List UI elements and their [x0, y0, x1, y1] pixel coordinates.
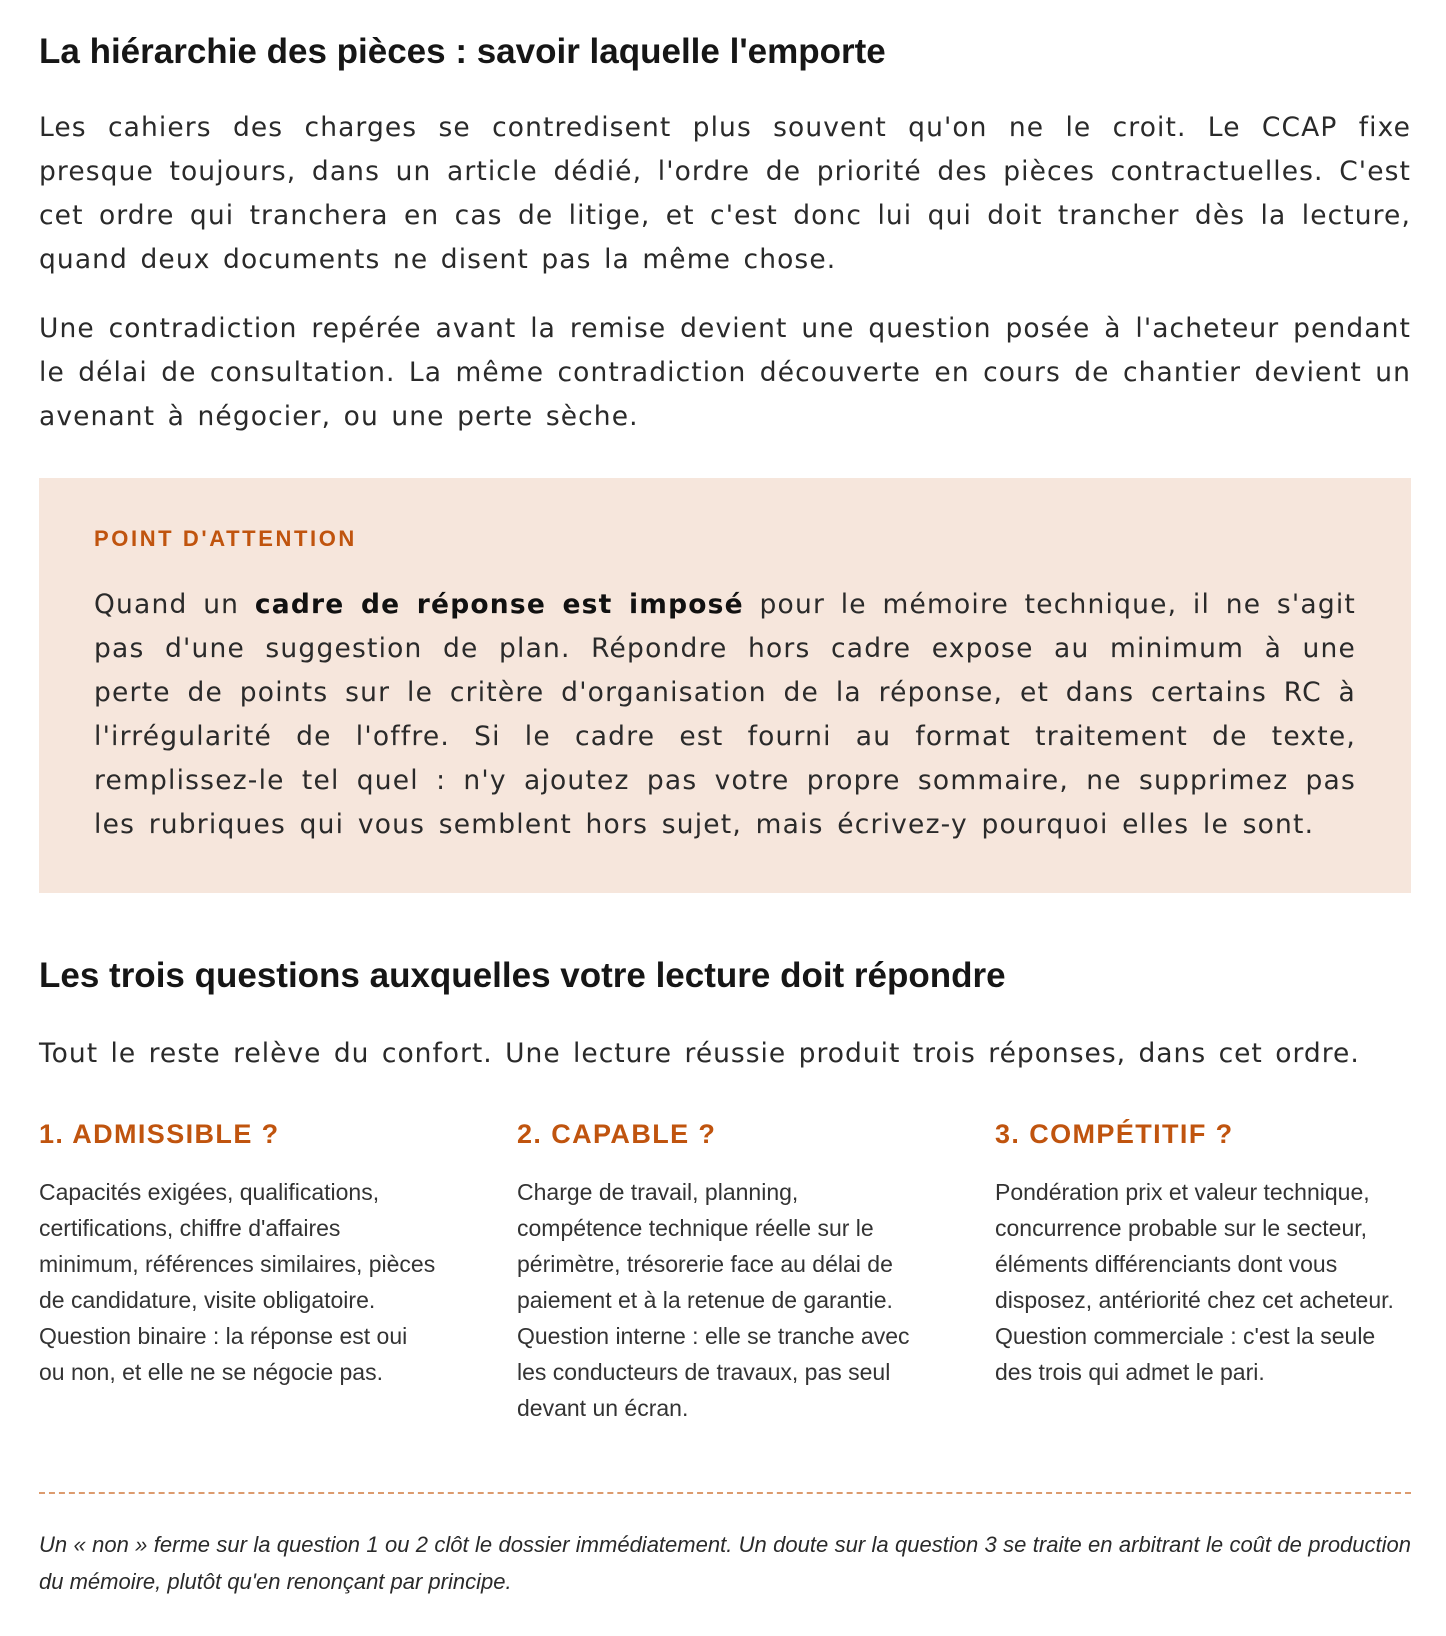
- callout-body-emphasis: cadre de réponse est imposé: [254, 589, 744, 620]
- question-column-competitif: [995, 1116, 1395, 1390]
- section-title-three-questions: Les trois questions auxquelles votre lecture doit répondre: [39, 956, 1006, 995]
- question-column-capable: [517, 1116, 917, 1426]
- question-text: Pondération prix et valeur technique, concurrence probable sur le secteur, éléments différenciants dont vous disposez, antériorité chez cet acheteur. Question commerciale : c'est la seule des trois qui admet le pari.: [995, 1179, 1394, 1385]
- dashed-divider: [39, 1492, 1411, 1494]
- question-text: Capacités exigées, qualifications, certifications, chiffre d'affaires minimum, références similaires, pièces de candidature, visite obligatoire. Question binaire : la réponse est oui ou non, et elle ne se négocie pas.: [39, 1179, 436, 1385]
- question-text: Charge de travail, planning, compétence technique réelle sur le périmètre, trésorerie face au délai de paiement et à la retenue de garantie. Question interne : elle se tranche avec les conducteurs de travaux, pas seul devant un écran.: [517, 1179, 910, 1421]
- closing-note: Un « non » ferme sur la question 1 ou 2 clôt le dossier immédiatement. Un doute sur la question 3 se traite en arbitrant le coût de production du mémoire, plutôt qu'en renonçant par principe.: [39, 1532, 1411, 1594]
- question-title: 1. ADMISSIBLE ?: [39, 1119, 280, 1149]
- callout-title: POINT D'ATTENTION: [94, 526, 357, 551]
- callout-body-end: pour le mémoire technique, il ne s'agit pas d'une suggestion de plan. Répondre hors cadre expose au minimum à une perte de points sur le critère d'organisation de la réponse, et dans certains RC à l'irrégularité de l'offre. Si le cadre est fourni au format traitement de texte, remplissez-le tel quel : n'y ajoutez pas votre propre sommaire, ne supprimez pas les rubriques qui vous semblent hors sujet, mais écrivez-y pourquoi elles le sont.: [94, 589, 1357, 840]
- callout-body-start: Quand un: [94, 589, 255, 620]
- question-title: 2. CAPABLE ?: [517, 1119, 717, 1149]
- paragraph-contradictions: Les cahiers des charges se contredisent plus souvent qu'on ne le croit. Le CCAP fixe presque toujours, dans un article dédié, l'ordre de priorité des pièces contractuelles. C'est cet ordre qui tranchera en cas de litige, et c'est donc lui qui doit trancher dès la lecture, quand deux documents ne disent pas la même chose.: [39, 112, 1411, 275]
- section-intro: Tout le reste relève du confort. Une lecture réussie produit trois réponses, dans cet ordre.: [39, 1038, 1360, 1069]
- attention-callout: [39, 478, 1411, 893]
- section-title-hierarchy: La hiérarchie des pièces : savoir laquelle l'emporte: [39, 32, 886, 71]
- paragraph-timing: Une contradiction repérée avant la remise devient une question posée à l'acheteur pendant le délai de consultation. La même contradiction découverte en cours de chantier devient un avenant à négocier, ou une perte sèche.: [39, 313, 1411, 432]
- callout-body: [94, 583, 1356, 847]
- questions-columns: [39, 1116, 1411, 1436]
- question-column-admissible: [39, 1116, 439, 1390]
- question-title: 3. COMPÉTITIF ?: [995, 1119, 1234, 1149]
